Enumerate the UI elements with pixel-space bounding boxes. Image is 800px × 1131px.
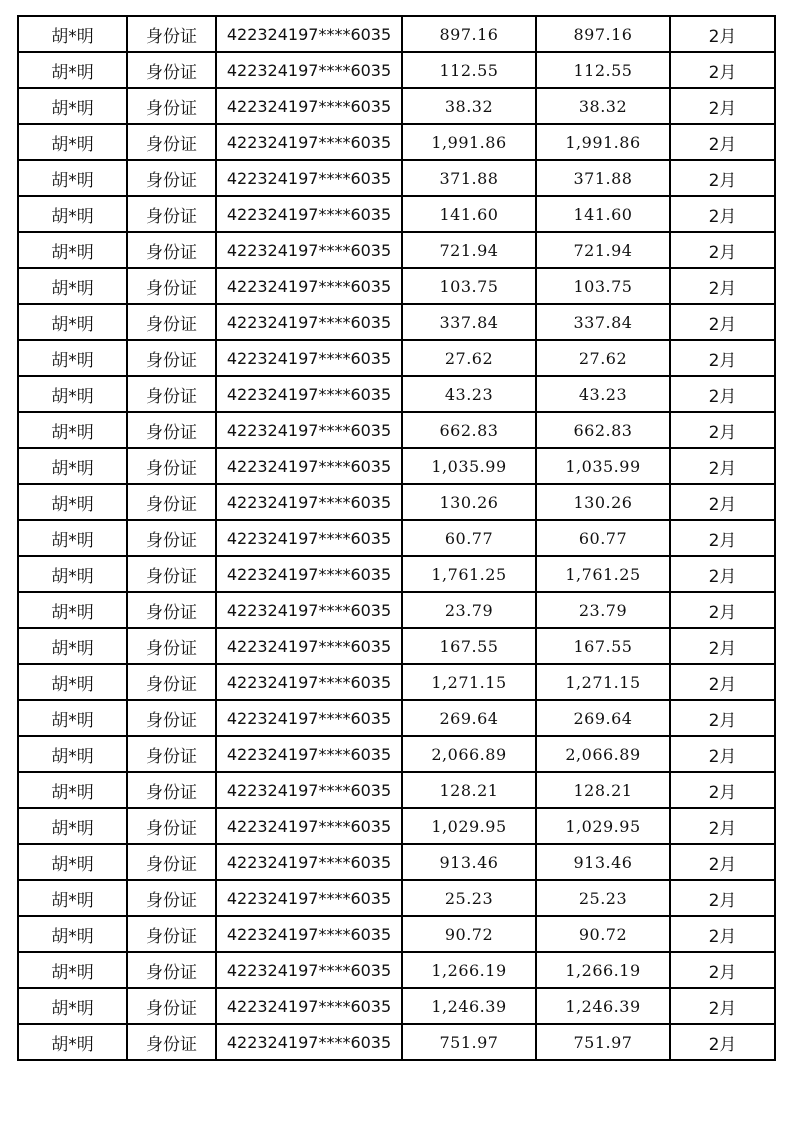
name-cell: 胡*明 bbox=[18, 196, 127, 232]
id-type-cell: 身份证 bbox=[127, 232, 216, 268]
id-number-cell: 422324197****6035 bbox=[216, 700, 402, 736]
id-type-cell: 身份证 bbox=[127, 124, 216, 160]
table-row bbox=[18, 592, 775, 628]
amount-cell-2: 1,761.25 bbox=[536, 556, 670, 592]
amount-cell-2: 112.55 bbox=[536, 52, 670, 88]
amount-cell: 128.21 bbox=[402, 772, 536, 808]
id-number-cell: 422324197****6035 bbox=[216, 232, 402, 268]
amount-cell: 1,761.25 bbox=[402, 556, 536, 592]
id-number-cell: 422324197****6035 bbox=[216, 880, 402, 916]
table-row bbox=[18, 16, 775, 52]
amount-cell-2: 2,066.89 bbox=[536, 736, 670, 772]
table-row bbox=[18, 1024, 775, 1060]
table-row bbox=[18, 880, 775, 916]
table-row bbox=[18, 556, 775, 592]
name-cell: 胡*明 bbox=[18, 952, 127, 988]
id-number-cell: 422324197****6035 bbox=[216, 772, 402, 808]
name-cell: 胡*明 bbox=[18, 16, 127, 52]
id-type-cell: 身份证 bbox=[127, 376, 216, 412]
id-type-cell: 身份证 bbox=[127, 160, 216, 196]
id-number-cell: 422324197****6035 bbox=[216, 340, 402, 376]
amount-cell: 25.23 bbox=[402, 880, 536, 916]
month-cell: 2月 bbox=[670, 124, 775, 160]
amount-cell: 371.88 bbox=[402, 160, 536, 196]
id-type-cell: 身份证 bbox=[127, 736, 216, 772]
month-cell: 2月 bbox=[670, 160, 775, 196]
id-type-cell: 身份证 bbox=[127, 448, 216, 484]
amount-cell-2: 23.79 bbox=[536, 592, 670, 628]
month-cell: 2月 bbox=[670, 376, 775, 412]
amount-cell-2: 1,029.95 bbox=[536, 808, 670, 844]
table-row bbox=[18, 700, 775, 736]
id-number-cell: 422324197****6035 bbox=[216, 592, 402, 628]
amount-cell: 103.75 bbox=[402, 268, 536, 304]
amount-cell-2: 130.26 bbox=[536, 484, 670, 520]
name-cell: 胡*明 bbox=[18, 556, 127, 592]
month-cell: 2月 bbox=[670, 412, 775, 448]
name-cell: 胡*明 bbox=[18, 520, 127, 556]
amount-cell: 90.72 bbox=[402, 916, 536, 952]
table-row bbox=[18, 988, 775, 1024]
amount-cell: 897.16 bbox=[402, 16, 536, 52]
name-cell: 胡*明 bbox=[18, 988, 127, 1024]
month-cell: 2月 bbox=[670, 52, 775, 88]
id-type-cell: 身份证 bbox=[127, 52, 216, 88]
id-type-cell: 身份证 bbox=[127, 988, 216, 1024]
amount-cell-2: 43.23 bbox=[536, 376, 670, 412]
id-number-cell: 422324197****6035 bbox=[216, 196, 402, 232]
id-number-cell: 422324197****6035 bbox=[216, 628, 402, 664]
table-row bbox=[18, 160, 775, 196]
id-number-cell: 422324197****6035 bbox=[216, 952, 402, 988]
name-cell: 胡*明 bbox=[18, 484, 127, 520]
id-type-cell: 身份证 bbox=[127, 880, 216, 916]
id-type-cell: 身份证 bbox=[127, 952, 216, 988]
id-type-cell: 身份证 bbox=[127, 304, 216, 340]
id-number-cell: 422324197****6035 bbox=[216, 520, 402, 556]
table-row bbox=[18, 124, 775, 160]
month-cell: 2月 bbox=[670, 592, 775, 628]
table-row bbox=[18, 916, 775, 952]
amount-cell: 27.62 bbox=[402, 340, 536, 376]
name-cell: 胡*明 bbox=[18, 376, 127, 412]
name-cell: 胡*明 bbox=[18, 304, 127, 340]
amount-cell: 167.55 bbox=[402, 628, 536, 664]
amount-cell: 130.26 bbox=[402, 484, 536, 520]
id-type-cell: 身份证 bbox=[127, 916, 216, 952]
table-row bbox=[18, 736, 775, 772]
id-type-cell: 身份证 bbox=[127, 484, 216, 520]
month-cell: 2月 bbox=[670, 1024, 775, 1060]
table-body bbox=[18, 16, 775, 1060]
id-type-cell: 身份证 bbox=[127, 556, 216, 592]
amount-cell-2: 103.75 bbox=[536, 268, 670, 304]
id-type-cell: 身份证 bbox=[127, 88, 216, 124]
id-number-cell: 422324197****6035 bbox=[216, 916, 402, 952]
id-number-cell: 422324197****6035 bbox=[216, 556, 402, 592]
month-cell: 2月 bbox=[670, 772, 775, 808]
id-number-cell: 422324197****6035 bbox=[216, 844, 402, 880]
table-row bbox=[18, 268, 775, 304]
table-row bbox=[18, 448, 775, 484]
amount-cell: 721.94 bbox=[402, 232, 536, 268]
month-cell: 2月 bbox=[670, 484, 775, 520]
name-cell: 胡*明 bbox=[18, 268, 127, 304]
table-row bbox=[18, 412, 775, 448]
amount-cell: 112.55 bbox=[402, 52, 536, 88]
amount-cell: 23.79 bbox=[402, 592, 536, 628]
amount-cell: 751.97 bbox=[402, 1024, 536, 1060]
month-cell: 2月 bbox=[670, 340, 775, 376]
id-number-cell: 422324197****6035 bbox=[216, 160, 402, 196]
amount-cell-2: 167.55 bbox=[536, 628, 670, 664]
table-row bbox=[18, 196, 775, 232]
id-type-cell: 身份证 bbox=[127, 16, 216, 52]
month-cell: 2月 bbox=[670, 88, 775, 124]
id-type-cell: 身份证 bbox=[127, 592, 216, 628]
name-cell: 胡*明 bbox=[18, 340, 127, 376]
id-number-cell: 422324197****6035 bbox=[216, 16, 402, 52]
amount-cell: 1,029.95 bbox=[402, 808, 536, 844]
name-cell: 胡*明 bbox=[18, 412, 127, 448]
id-type-cell: 身份证 bbox=[127, 808, 216, 844]
month-cell: 2月 bbox=[670, 916, 775, 952]
month-cell: 2月 bbox=[670, 664, 775, 700]
month-cell: 2月 bbox=[670, 880, 775, 916]
id-type-cell: 身份证 bbox=[127, 628, 216, 664]
amount-cell-2: 337.84 bbox=[536, 304, 670, 340]
name-cell: 胡*明 bbox=[18, 736, 127, 772]
id-type-cell: 身份证 bbox=[127, 340, 216, 376]
id-number-cell: 422324197****6035 bbox=[216, 1024, 402, 1060]
id-type-cell: 身份证 bbox=[127, 196, 216, 232]
id-number-cell: 422324197****6035 bbox=[216, 808, 402, 844]
amount-cell: 662.83 bbox=[402, 412, 536, 448]
amount-cell-2: 721.94 bbox=[536, 232, 670, 268]
amount-cell-2: 60.77 bbox=[536, 520, 670, 556]
table-row bbox=[18, 772, 775, 808]
amount-cell-2: 751.97 bbox=[536, 1024, 670, 1060]
amount-cell: 1,991.86 bbox=[402, 124, 536, 160]
amount-cell-2: 897.16 bbox=[536, 16, 670, 52]
table-row bbox=[18, 520, 775, 556]
month-cell: 2月 bbox=[670, 196, 775, 232]
month-cell: 2月 bbox=[670, 16, 775, 52]
name-cell: 胡*明 bbox=[18, 52, 127, 88]
amount-cell-2: 913.46 bbox=[536, 844, 670, 880]
amount-cell: 141.60 bbox=[402, 196, 536, 232]
table-row bbox=[18, 844, 775, 880]
month-cell: 2月 bbox=[670, 808, 775, 844]
amount-cell: 913.46 bbox=[402, 844, 536, 880]
data-table bbox=[17, 15, 776, 1061]
amount-cell-2: 269.64 bbox=[536, 700, 670, 736]
id-type-cell: 身份证 bbox=[127, 700, 216, 736]
month-cell: 2月 bbox=[670, 448, 775, 484]
table-row bbox=[18, 340, 775, 376]
id-number-cell: 422324197****6035 bbox=[216, 304, 402, 340]
id-number-cell: 422324197****6035 bbox=[216, 88, 402, 124]
month-cell: 2月 bbox=[670, 304, 775, 340]
table-row bbox=[18, 664, 775, 700]
amount-cell: 337.84 bbox=[402, 304, 536, 340]
month-cell: 2月 bbox=[670, 628, 775, 664]
month-cell: 2月 bbox=[670, 556, 775, 592]
amount-cell: 1,246.39 bbox=[402, 988, 536, 1024]
table-row bbox=[18, 376, 775, 412]
amount-cell: 38.32 bbox=[402, 88, 536, 124]
amount-cell-2: 27.62 bbox=[536, 340, 670, 376]
amount-cell-2: 141.60 bbox=[536, 196, 670, 232]
table-row bbox=[18, 304, 775, 340]
name-cell: 胡*明 bbox=[18, 124, 127, 160]
amount-cell-2: 38.32 bbox=[536, 88, 670, 124]
table-row bbox=[18, 484, 775, 520]
amount-cell: 2,066.89 bbox=[402, 736, 536, 772]
id-number-cell: 422324197****6035 bbox=[216, 376, 402, 412]
amount-cell-2: 1,266.19 bbox=[536, 952, 670, 988]
table-row bbox=[18, 808, 775, 844]
id-number-cell: 422324197****6035 bbox=[216, 484, 402, 520]
name-cell: 胡*明 bbox=[18, 916, 127, 952]
table-row bbox=[18, 232, 775, 268]
name-cell: 胡*明 bbox=[18, 808, 127, 844]
table-row bbox=[18, 952, 775, 988]
id-type-cell: 身份证 bbox=[127, 844, 216, 880]
name-cell: 胡*明 bbox=[18, 844, 127, 880]
name-cell: 胡*明 bbox=[18, 448, 127, 484]
amount-cell: 1,035.99 bbox=[402, 448, 536, 484]
amount-cell-2: 1,035.99 bbox=[536, 448, 670, 484]
table-row bbox=[18, 52, 775, 88]
name-cell: 胡*明 bbox=[18, 88, 127, 124]
name-cell: 胡*明 bbox=[18, 160, 127, 196]
id-type-cell: 身份证 bbox=[127, 664, 216, 700]
month-cell: 2月 bbox=[670, 268, 775, 304]
amount-cell: 1,266.19 bbox=[402, 952, 536, 988]
month-cell: 2月 bbox=[670, 844, 775, 880]
amount-cell: 60.77 bbox=[402, 520, 536, 556]
id-number-cell: 422324197****6035 bbox=[216, 664, 402, 700]
id-number-cell: 422324197****6035 bbox=[216, 52, 402, 88]
name-cell: 胡*明 bbox=[18, 700, 127, 736]
name-cell: 胡*明 bbox=[18, 664, 127, 700]
amount-cell: 43.23 bbox=[402, 376, 536, 412]
id-type-cell: 身份证 bbox=[127, 412, 216, 448]
month-cell: 2月 bbox=[670, 520, 775, 556]
amount-cell-2: 1,271.15 bbox=[536, 664, 670, 700]
amount-cell-2: 128.21 bbox=[536, 772, 670, 808]
name-cell: 胡*明 bbox=[18, 232, 127, 268]
month-cell: 2月 bbox=[670, 952, 775, 988]
amount-cell: 269.64 bbox=[402, 700, 536, 736]
table-row bbox=[18, 88, 775, 124]
name-cell: 胡*明 bbox=[18, 628, 127, 664]
amount-cell-2: 90.72 bbox=[536, 916, 670, 952]
id-number-cell: 422324197****6035 bbox=[216, 268, 402, 304]
id-number-cell: 422324197****6035 bbox=[216, 988, 402, 1024]
amount-cell-2: 371.88 bbox=[536, 160, 670, 196]
id-number-cell: 422324197****6035 bbox=[216, 448, 402, 484]
month-cell: 2月 bbox=[670, 700, 775, 736]
amount-cell: 1,271.15 bbox=[402, 664, 536, 700]
id-number-cell: 422324197****6035 bbox=[216, 124, 402, 160]
id-type-cell: 身份证 bbox=[127, 772, 216, 808]
amount-cell-2: 1,991.86 bbox=[536, 124, 670, 160]
name-cell: 胡*明 bbox=[18, 1024, 127, 1060]
name-cell: 胡*明 bbox=[18, 772, 127, 808]
id-number-cell: 422324197****6035 bbox=[216, 736, 402, 772]
month-cell: 2月 bbox=[670, 988, 775, 1024]
table-row bbox=[18, 628, 775, 664]
name-cell: 胡*明 bbox=[18, 880, 127, 916]
amount-cell-2: 1,246.39 bbox=[536, 988, 670, 1024]
amount-cell-2: 662.83 bbox=[536, 412, 670, 448]
id-type-cell: 身份证 bbox=[127, 520, 216, 556]
id-type-cell: 身份证 bbox=[127, 1024, 216, 1060]
name-cell: 胡*明 bbox=[18, 592, 127, 628]
id-type-cell: 身份证 bbox=[127, 268, 216, 304]
id-number-cell: 422324197****6035 bbox=[216, 412, 402, 448]
month-cell: 2月 bbox=[670, 232, 775, 268]
month-cell: 2月 bbox=[670, 736, 775, 772]
amount-cell-2: 25.23 bbox=[536, 880, 670, 916]
